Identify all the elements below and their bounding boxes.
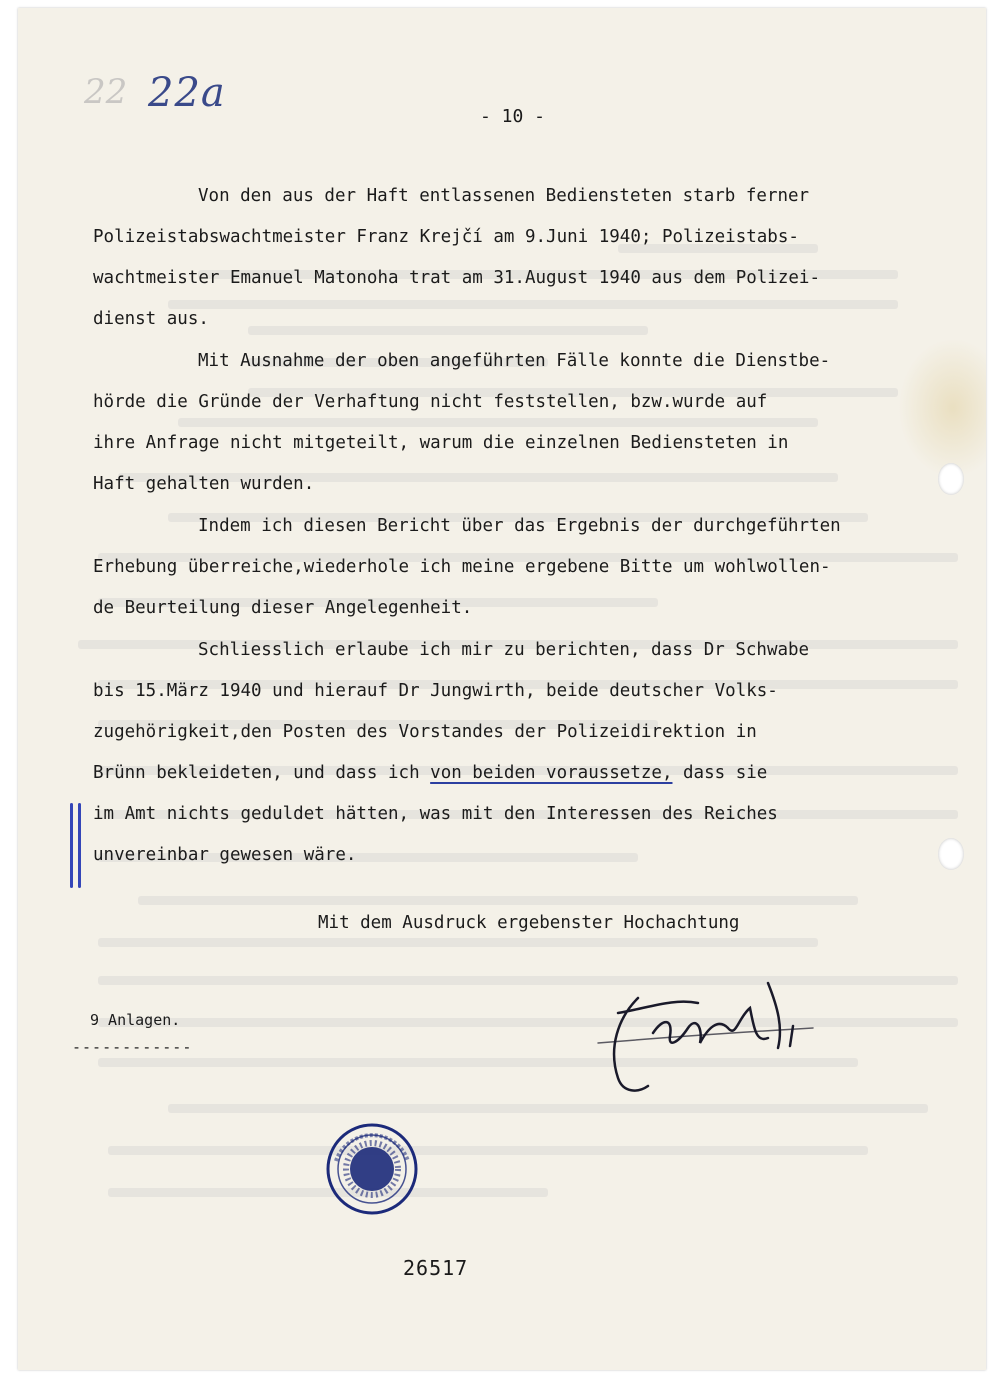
closing-salutation: Mit dem Ausdruck ergebenster Hochachtung xyxy=(318,913,740,933)
enclosures-note: 9 Anlagen. xyxy=(90,1011,181,1029)
handwritten-signature xyxy=(578,958,828,1108)
paragraph-4-start: Schliesslich erlaube ich mir zu berichten, dass Dr Schwabe bis 15.März 1940 und hierauf Dr Jungwirth, beide deutscher Volks- zugehörigkeit,den Posten des Vorstandes der Polizeidirektion in Brünn bekleideten, und dass ich xyxy=(93,640,810,783)
archive-number: 26517 xyxy=(403,1256,469,1280)
paragraph-4 xyxy=(93,630,923,876)
margin-double-line-mark xyxy=(70,803,84,888)
page-number: - 10 - xyxy=(480,106,546,127)
enclosures-rule: ------------ xyxy=(72,1038,193,1056)
paragraph-4-end: dass sie im Amt nichts geduldet hätten, was mit den Interessen des Reiches unvereinbar gewesen wäre. xyxy=(93,763,778,865)
underlined-phrase: von beiden voraussetze, xyxy=(430,763,673,783)
paragraph-2: Mit Ausnahme der oben angeführten Fälle konnte die Dienstbe- hörde die Gründe der Verhaftung nicht feststellen, bzw.wurde auf ihre Anfrage nicht mitgeteilt, warum die einzelnen Bediensteten in Haft gehalten wurden. xyxy=(93,351,831,494)
handwritten-reference-number: 22a xyxy=(148,70,226,116)
official-stamp xyxy=(324,1121,420,1217)
punch-hole-lower xyxy=(938,838,964,870)
paragraph-3: Indem ich diesen Bericht über das Ergebnis der durchgeführten Erhebung überreiche,wiederhole ich meine ergebene Bitte um wohlwollen- de Beurteilung dieser Angelegenheit. xyxy=(93,516,841,618)
document-page xyxy=(18,8,986,1370)
punch-hole-upper xyxy=(938,463,964,495)
paragraph-1: Von den aus der Haft entlassenen Bediensteten starb ferner Polizeistabswachtmeister Franz Krejčí am 9.Juni 1940; Polizeistabs- wachtmeister Emanuel Matonoha trat am 31.August 1940 aus dem Polizei- dienst aus. xyxy=(93,186,820,329)
faded-reference-number: 22 xyxy=(84,72,128,112)
